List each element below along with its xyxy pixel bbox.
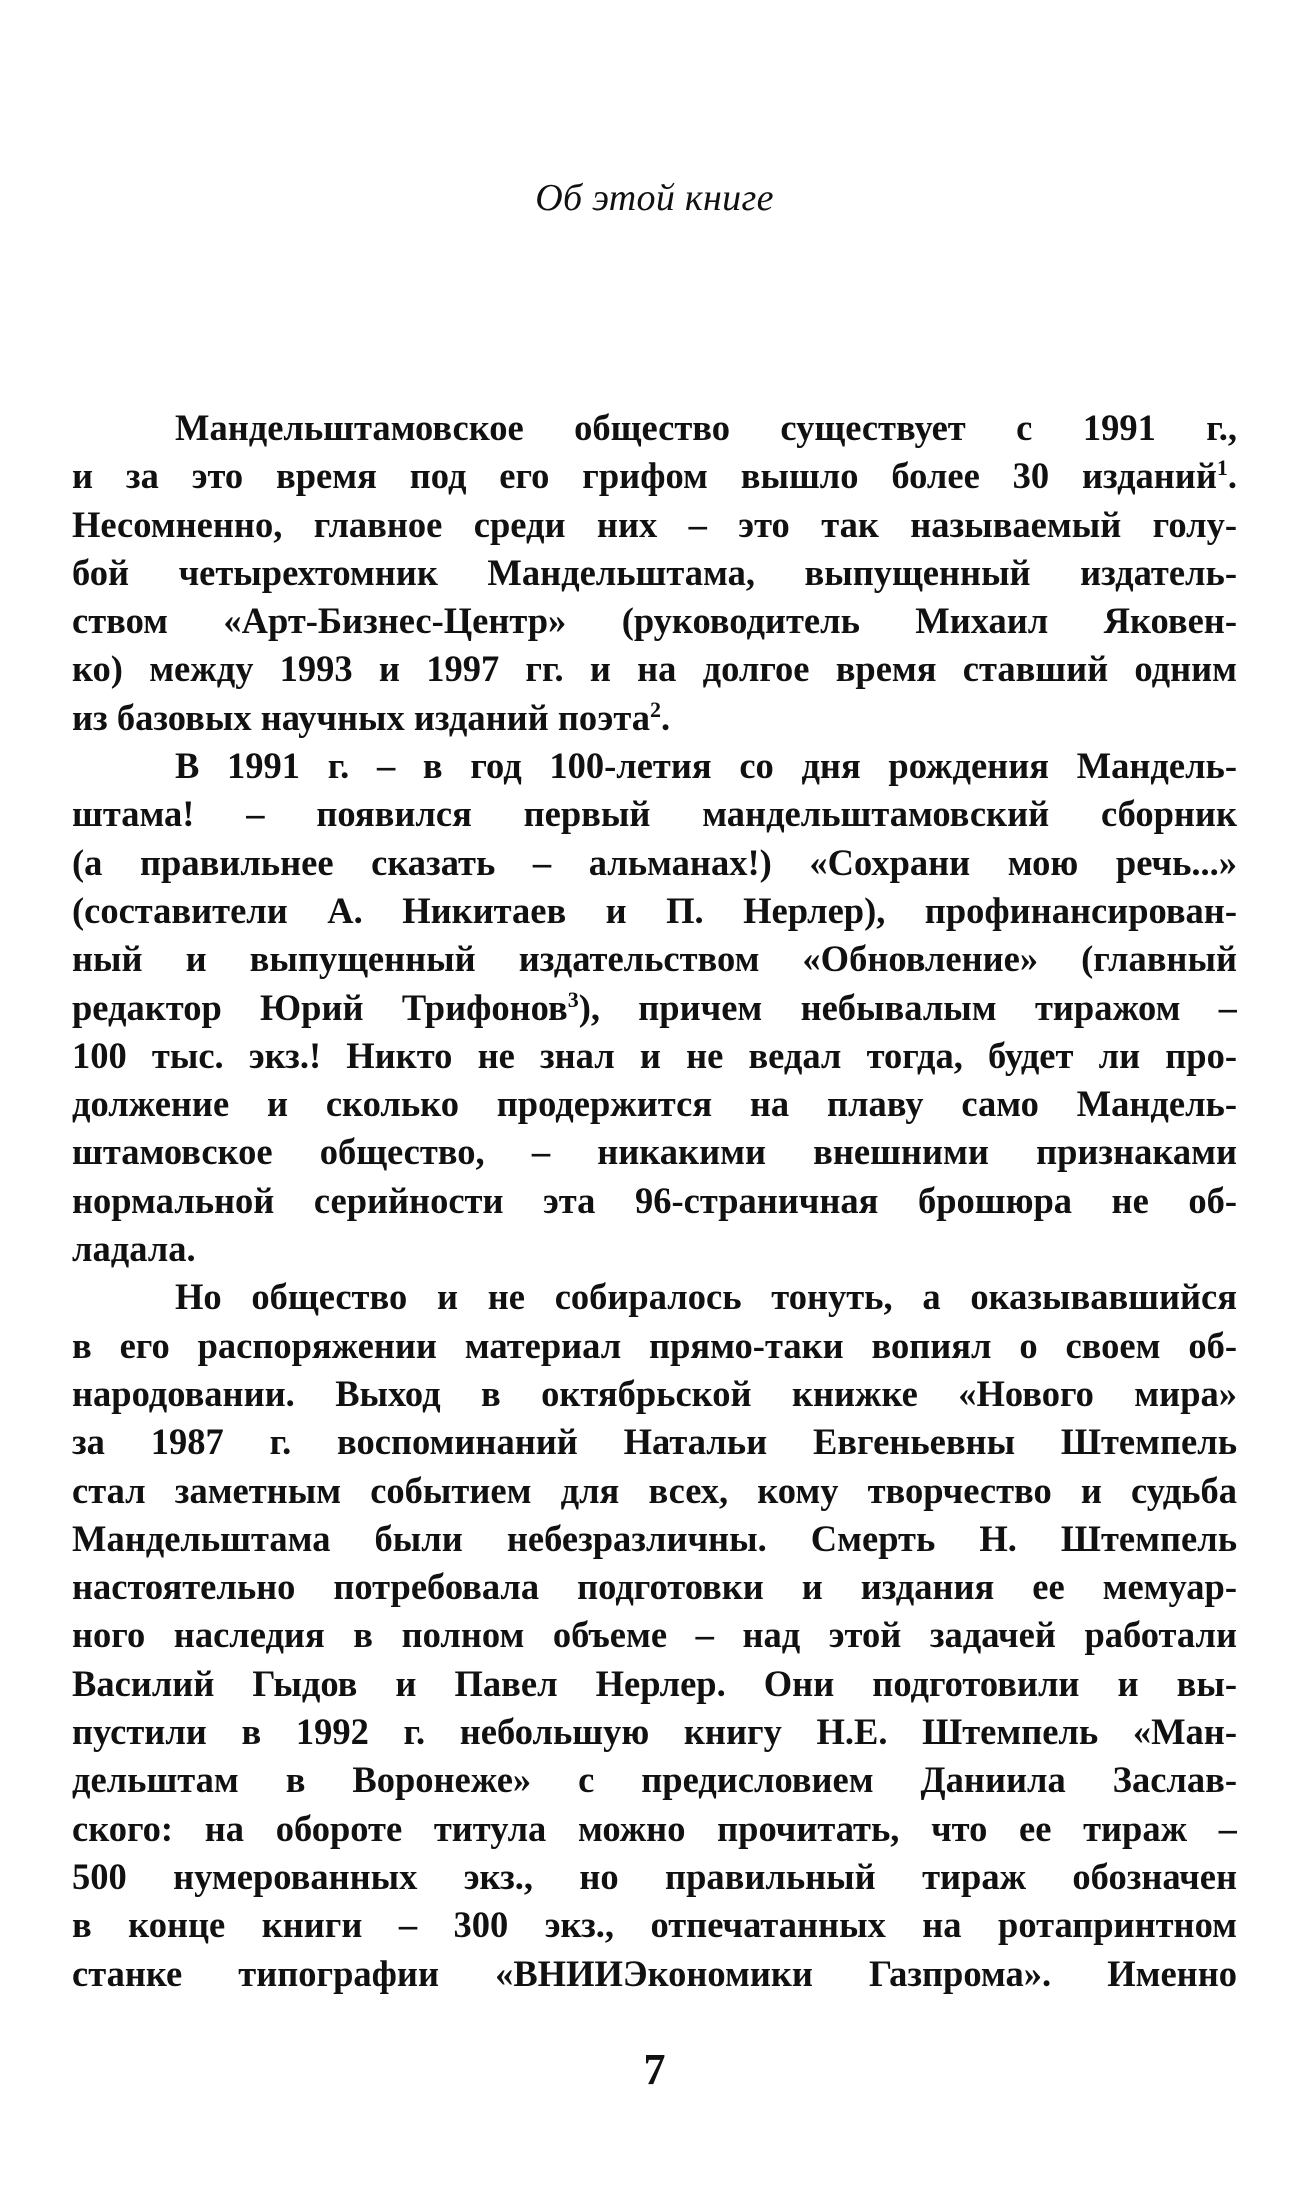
text-line: в конце книги – 300 экз., отпечатанных на ротапринтном (72, 1904, 1237, 1946)
chapter-title: Об этой книге (535, 177, 774, 219)
page-number: 7 (643, 2045, 666, 2094)
text-line-content: . (660, 696, 671, 738)
text-line: Мандельштама были небезразличны. Смерть Н. Штемпель (72, 1517, 1237, 1559)
text-line-content: редактор Юрий Трифонов (72, 986, 568, 1028)
text-line: ством «Арт-Бизнес-Центр» (руководитель Михаил Яковен- (72, 600, 1237, 642)
text-line: ный и выпущенный издательством «Обновление» (главный (72, 938, 1237, 980)
text-line: (а правильнее сказать – альманах!) «Сохрани мою речь...» (72, 841, 1237, 883)
text-line: ского: на обороте титула можно прочитать, что ее тираж – (72, 1807, 1237, 1849)
text-line: 500 нумерованных экз., но правильный тираж обозначен (72, 1855, 1237, 1897)
text-line: станке типографии «ВНИИЭкономики Газпрома». Именно (72, 1952, 1237, 1994)
body-text (72, 404, 1237, 1998)
text-line: В 1991 г. – в год 100-летия со дня рождения Мандель- (175, 745, 1237, 787)
text-line: 100 тыс. экз.! Никто не знал и не ведал тогда, будет ли про- (72, 1034, 1237, 1076)
text-line (72, 452, 1237, 500)
text-line: Но общество и не собиралось тонуть, а оказывавшийся (175, 1276, 1237, 1318)
text-line (72, 694, 1237, 742)
text-line: в его распоряжении материал прямо-таки вопиял о своем об- (72, 1324, 1237, 1366)
text-line: стал заметным событием для всех, кому творчество и судьба (72, 1469, 1237, 1511)
text-line: ладала. (72, 1228, 196, 1270)
text-line-content: и за это время под его грифом вышло более 30 изданий (72, 455, 1217, 497)
text-line: ного наследия в полном объеме – над этой задачей работали (72, 1614, 1237, 1656)
text-line: ко) между 1993 и 1997 гг. и на долгое время ставший одним (72, 648, 1237, 690)
text-line-content: ), причем небывалым тиражом – (578, 986, 1237, 1028)
text-line: (составители А. Никитаев и П. Нерлер), профинансирован- (72, 889, 1237, 931)
text-line: настоятельно потребовала подготовки и издания ее мемуар- (72, 1566, 1237, 1608)
text-line: бой четырехтомник Мандельштама, выпущенный издатель- (72, 551, 1237, 593)
text-line: штамовское общество, – никакими внешними признаками (72, 1131, 1237, 1173)
paragraph-2 (72, 742, 1237, 1273)
text-line: пустили в 1992 г. небольшую книгу Н.Е. Штемпель «Ман- (72, 1711, 1237, 1753)
text-line: за 1987 г. воспоминаний Натальи Евгеньевны Штемпель (72, 1421, 1237, 1463)
text-line (72, 984, 1237, 1032)
text-line: дельштам в Воронеже» с предисловием Даниила Заслав- (72, 1759, 1237, 1801)
text-line-content: из базовых научных изданий поэта (72, 696, 650, 738)
text-line: нормальной серийности эта 96-страничная брошюра не об- (72, 1179, 1237, 1221)
paragraph-3 (72, 1273, 1237, 1997)
text-line: штама! – появился первый мандельштамовский сборник (72, 793, 1237, 835)
text-line-content: . (1227, 455, 1237, 497)
paragraph-1 (72, 404, 1237, 742)
text-line: Несомненно, главное среди них – это так называемый голу- (72, 503, 1237, 545)
text-line: Василий Гыдов и Павел Нерлер. Они подготовили и вы- (72, 1662, 1237, 1704)
footnote-marker: 2 (649, 696, 661, 722)
footnote-marker: 3 (567, 986, 579, 1012)
text-line: должение и сколько продержится на плаву само Мандель- (72, 1083, 1237, 1125)
text-line: Мандельштамовское общество существует с 1991 г., (175, 407, 1237, 448)
text-line: народовании. Выход в октябрьской книжке «Нового мира» (72, 1372, 1237, 1414)
footnote-marker: 1 (1216, 455, 1228, 481)
